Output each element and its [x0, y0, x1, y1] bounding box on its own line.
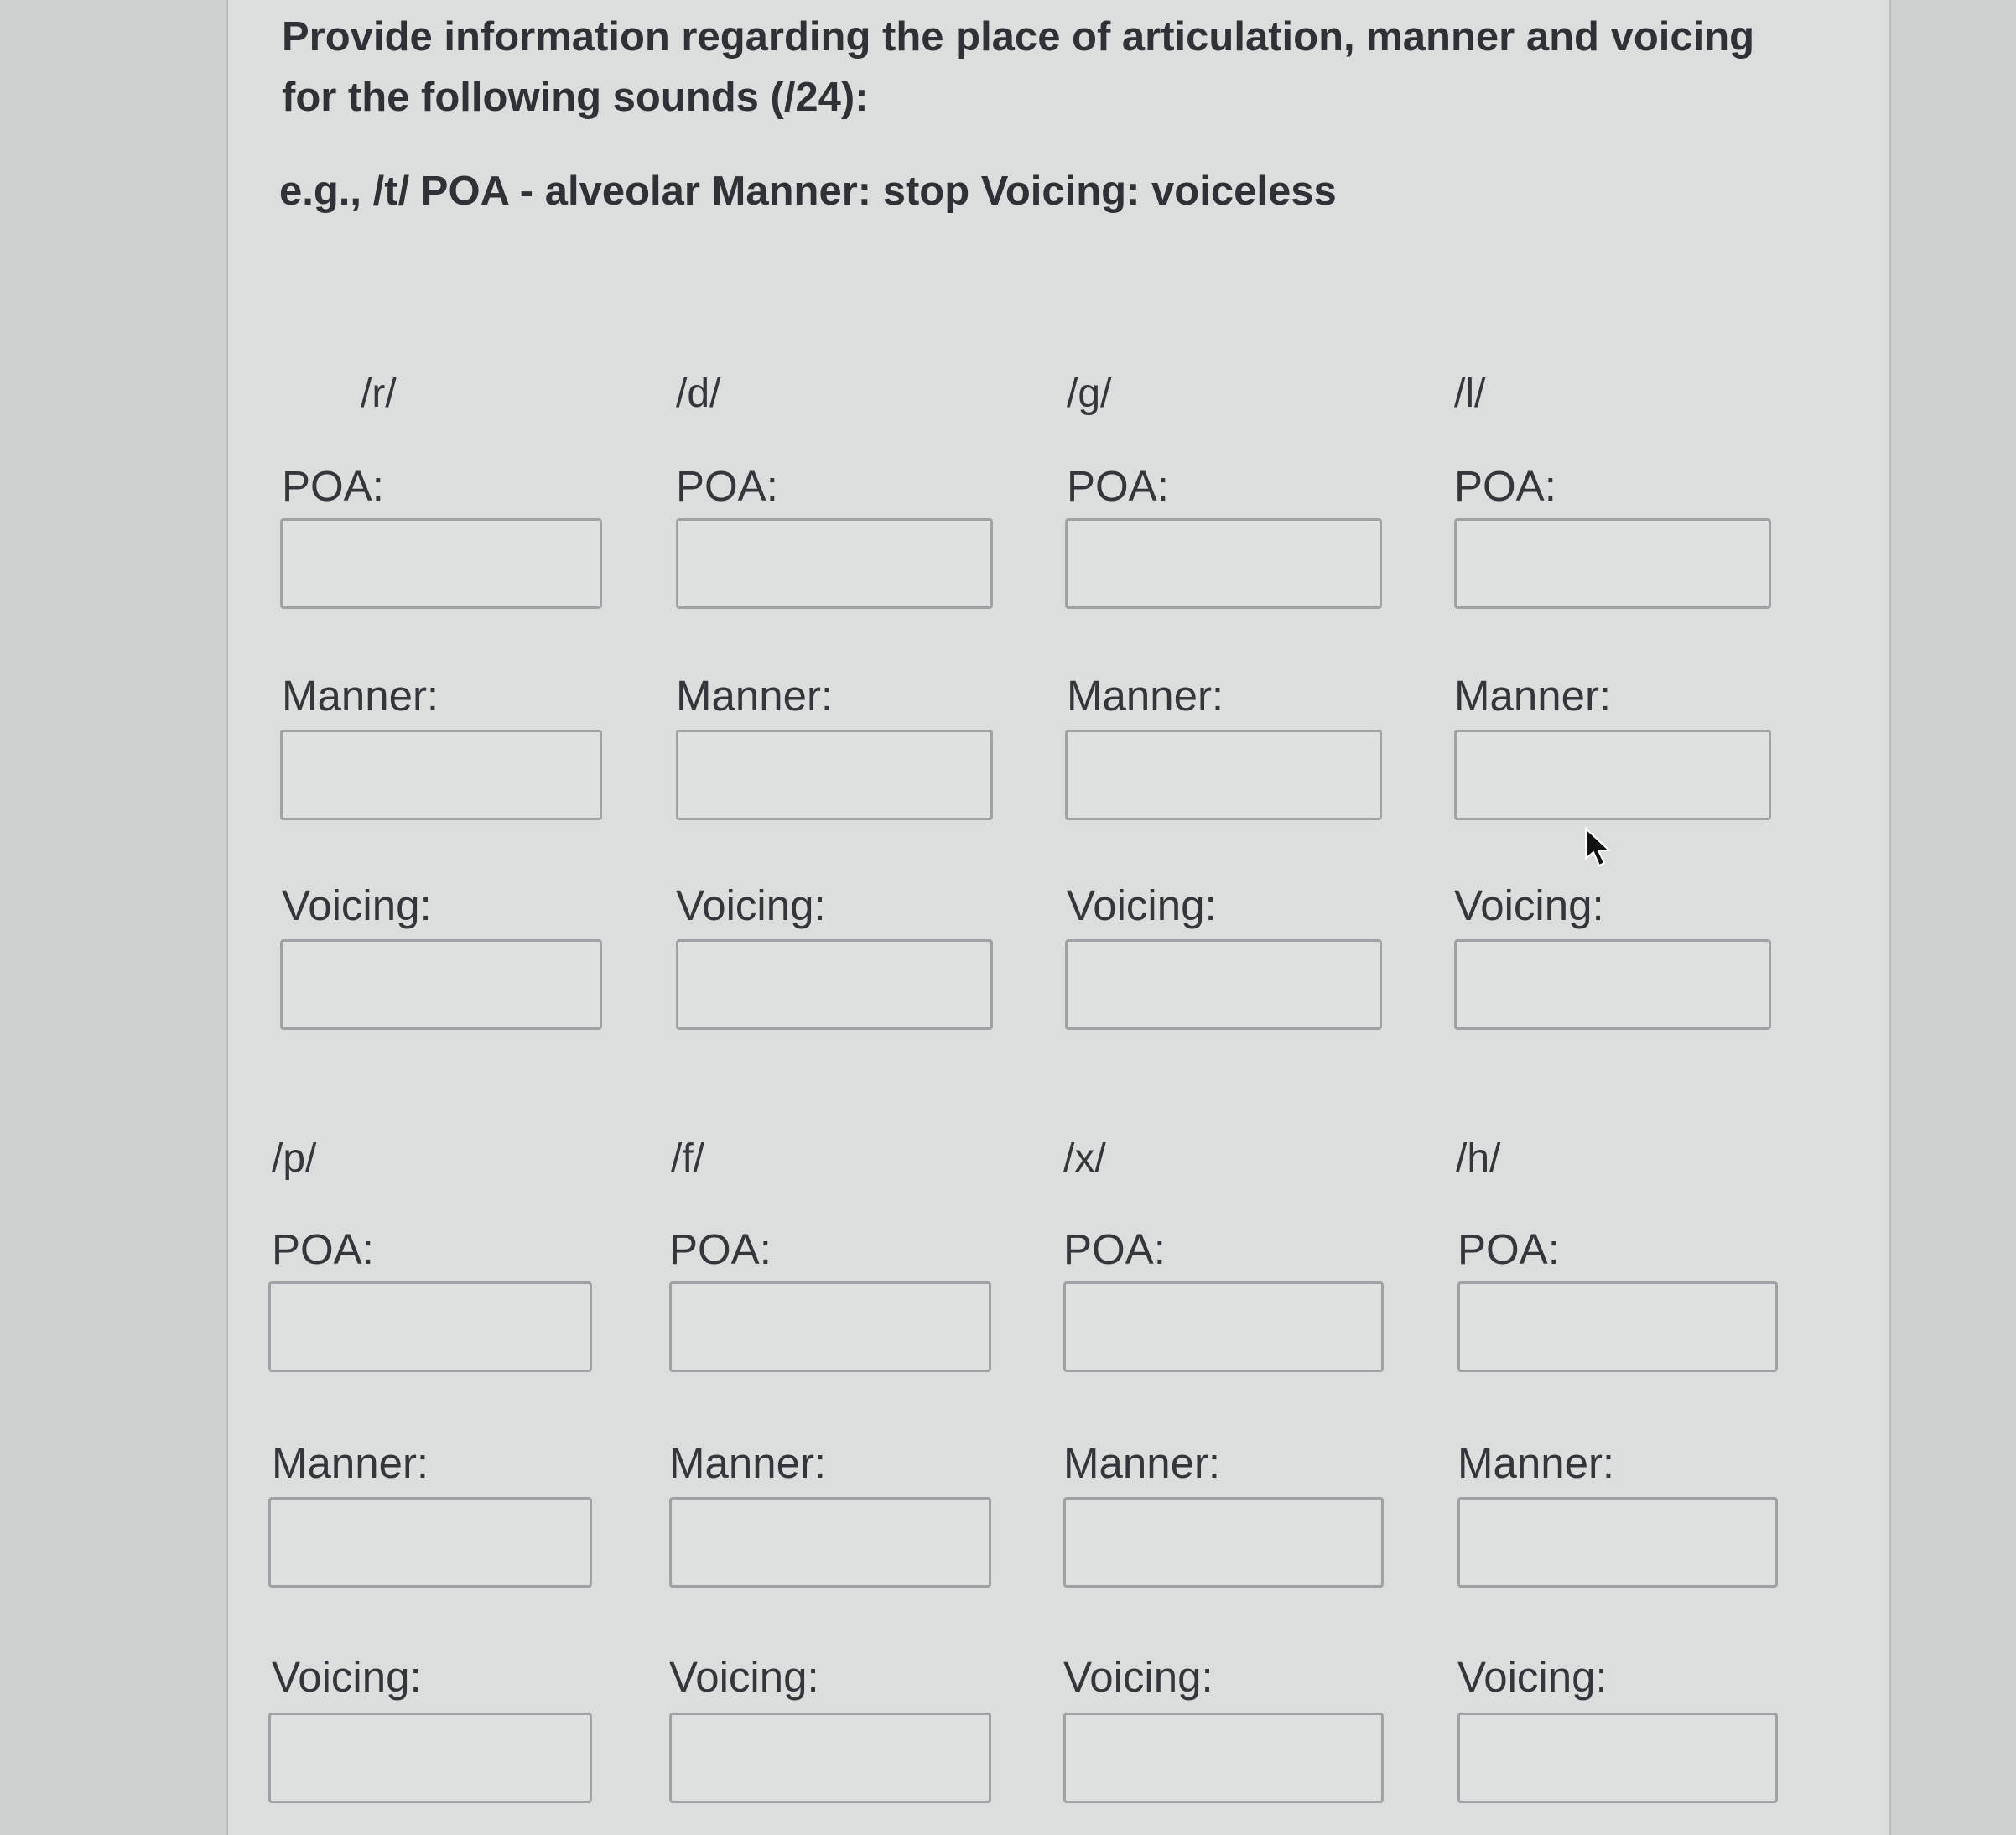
voicing-input-d[interactable]	[676, 939, 993, 1030]
voicing-input-l[interactable]	[1454, 939, 1771, 1030]
poa-input-p[interactable]	[268, 1281, 592, 1372]
voicing-input-f[interactable]	[669, 1713, 991, 1803]
sound-symbol-r: /r/	[361, 372, 397, 416]
poa-label-g: POA:	[1067, 462, 1169, 510]
poa-input-f[interactable]	[669, 1281, 991, 1372]
manner-input-h[interactable]	[1457, 1497, 1778, 1588]
poa-input-h[interactable]	[1457, 1281, 1778, 1372]
voicing-label-d: Voicing:	[676, 881, 826, 929]
manner-label-h: Manner:	[1457, 1439, 1615, 1487]
sound-symbol-p: /p/	[272, 1136, 317, 1181]
manner-label-g: Manner:	[1067, 672, 1224, 720]
manner-label-l: Manner:	[1454, 672, 1612, 720]
poa-label-r: POA:	[282, 462, 384, 510]
question-example: e.g., /t/ POA - alveolar Manner: stop Voicing: voiceless	[279, 169, 1337, 214]
voicing-input-r[interactable]	[280, 939, 602, 1030]
poa-label-l: POA:	[1454, 462, 1556, 510]
manner-input-p[interactable]	[268, 1497, 592, 1588]
question-instructions: Provide information regarding the place of articulation, manner and voicing for the following sounds (/24):	[282, 14, 1755, 120]
poa-input-l[interactable]	[1454, 518, 1771, 609]
poa-label-p: POA:	[272, 1225, 374, 1273]
poa-input-g[interactable]	[1065, 518, 1382, 609]
sound-symbol-h: /h/	[1456, 1136, 1501, 1181]
manner-label-r: Manner:	[282, 672, 439, 720]
poa-input-x[interactable]	[1063, 1281, 1384, 1372]
manner-label-p: Manner:	[272, 1439, 429, 1487]
poa-label-h: POA:	[1457, 1225, 1560, 1273]
manner-input-d[interactable]	[676, 730, 993, 820]
mouse-pointer-icon	[1584, 827, 1613, 867]
voicing-input-h[interactable]	[1457, 1713, 1778, 1803]
manner-input-f[interactable]	[669, 1497, 991, 1588]
poa-label-x: POA:	[1063, 1225, 1166, 1273]
poa-label-d: POA:	[676, 462, 778, 510]
voicing-label-f: Voicing:	[669, 1653, 819, 1701]
manner-label-f: Manner:	[669, 1439, 827, 1487]
poa-input-r[interactable]	[280, 518, 602, 609]
poa-label-f: POA:	[669, 1225, 772, 1273]
voicing-input-p[interactable]	[268, 1713, 592, 1803]
voicing-label-r: Voicing:	[282, 881, 432, 929]
sound-symbol-f: /f/	[671, 1136, 705, 1181]
voicing-input-x[interactable]	[1063, 1713, 1384, 1803]
manner-label-x: Manner:	[1063, 1439, 1221, 1487]
poa-input-d[interactable]	[676, 518, 993, 609]
sound-symbol-g: /g/	[1067, 372, 1112, 416]
sound-symbol-d: /d/	[676, 372, 721, 416]
manner-label-d: Manner:	[676, 672, 834, 720]
manner-input-r[interactable]	[280, 730, 602, 820]
voicing-label-g: Voicing:	[1067, 881, 1217, 929]
voicing-label-x: Voicing:	[1063, 1653, 1213, 1701]
sound-symbol-l: /l/	[1454, 372, 1486, 416]
manner-input-l[interactable]	[1454, 730, 1771, 820]
voicing-label-p: Voicing:	[272, 1653, 422, 1701]
manner-input-g[interactable]	[1065, 730, 1382, 820]
manner-input-x[interactable]	[1063, 1497, 1384, 1588]
sound-symbol-x: /x/	[1063, 1136, 1106, 1181]
voicing-input-g[interactable]	[1065, 939, 1382, 1030]
voicing-label-h: Voicing:	[1457, 1653, 1608, 1701]
voicing-label-l: Voicing:	[1454, 881, 1604, 929]
